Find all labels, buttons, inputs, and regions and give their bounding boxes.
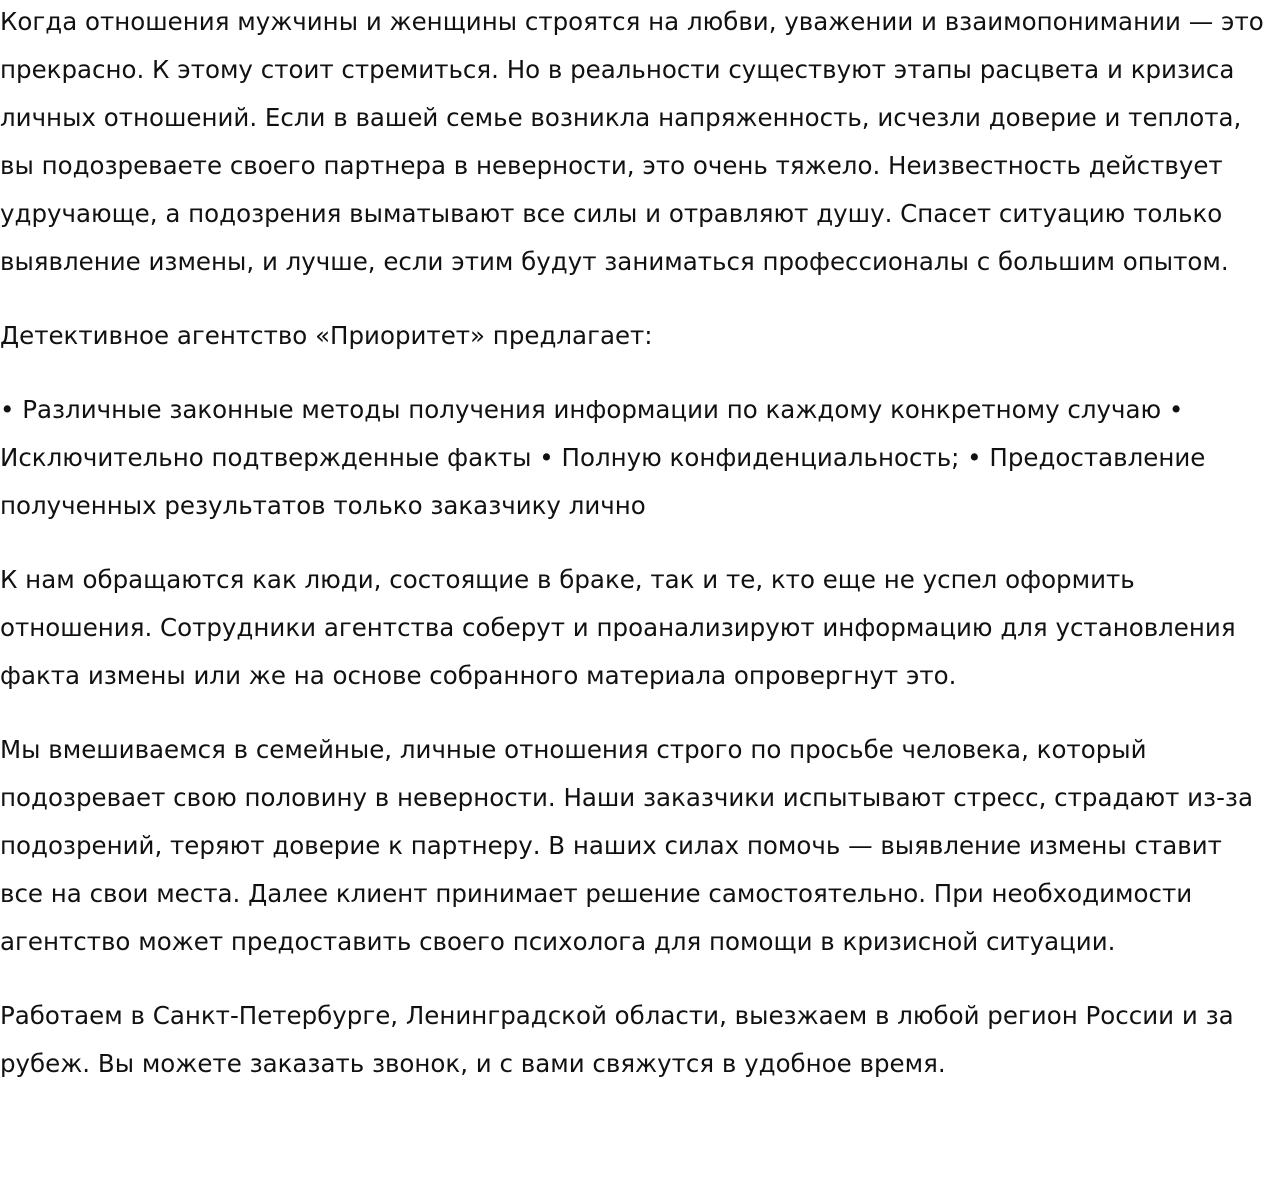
paragraph-offer-list: • Различные законные методы получения информации по каждому конкретному случаю • Исключительно подтвержденные факты • Полную конфиденциальность; • Предоставление полученных результатов только заказчику лично bbox=[0, 395, 1206, 520]
paragraph-clients: К нам обращаются как люди, состоящие в браке, так и те, кто еще не успел оформить отношения. Сотрудники агентства соберут и проанализируют информацию для установления факта измены или же на основе собранного материала опровергнут это. bbox=[0, 565, 1236, 690]
paragraph-regions: Работаем в Санкт-Петербурге, Ленинградской области, выезжаем в любой регион России и за рубеж. Вы можете заказать звонок, и с вами свяжутся в удобное время. bbox=[0, 1001, 1234, 1078]
paragraph-agency-offer-heading: Детективное агентство «Приоритет» предлагает: bbox=[0, 321, 653, 350]
paragraph-intro: Когда отношения мужчины и женщины строятся на любви, уважении и взаимопонимании — это прекрасно. К этому стоит стремиться. Но в реальности существуют этапы расцвета и кризиса личных отношений. Если в вашей семье возникла напряженность, исчезли доверие и теплота, вы подозреваете своего партнера в неверности, это очень тяжело. Неизвестность действует удручающе, а подозрения выматывают все силы и отравляют душу. Спасет ситуацию только выявление измены, и лучше, если этим будут заниматься профессионалы с большим опытом. bbox=[0, 7, 1264, 276]
paragraph-approach: Мы вмешиваемся в семейные, личные отношения строго по просьбе человека, который подозревает свою половину в неверности. Наши заказчики испытывают стресс, страдают из-за подозрений, теряют доверие к партнеру. В наших силах помочь — выявление измены ставит все на свои места. Далее клиент принимает решение самостоятельно. При необходимости агентство может предоставить своего психолога для помощи в кризисной ситуации. bbox=[0, 735, 1253, 956]
